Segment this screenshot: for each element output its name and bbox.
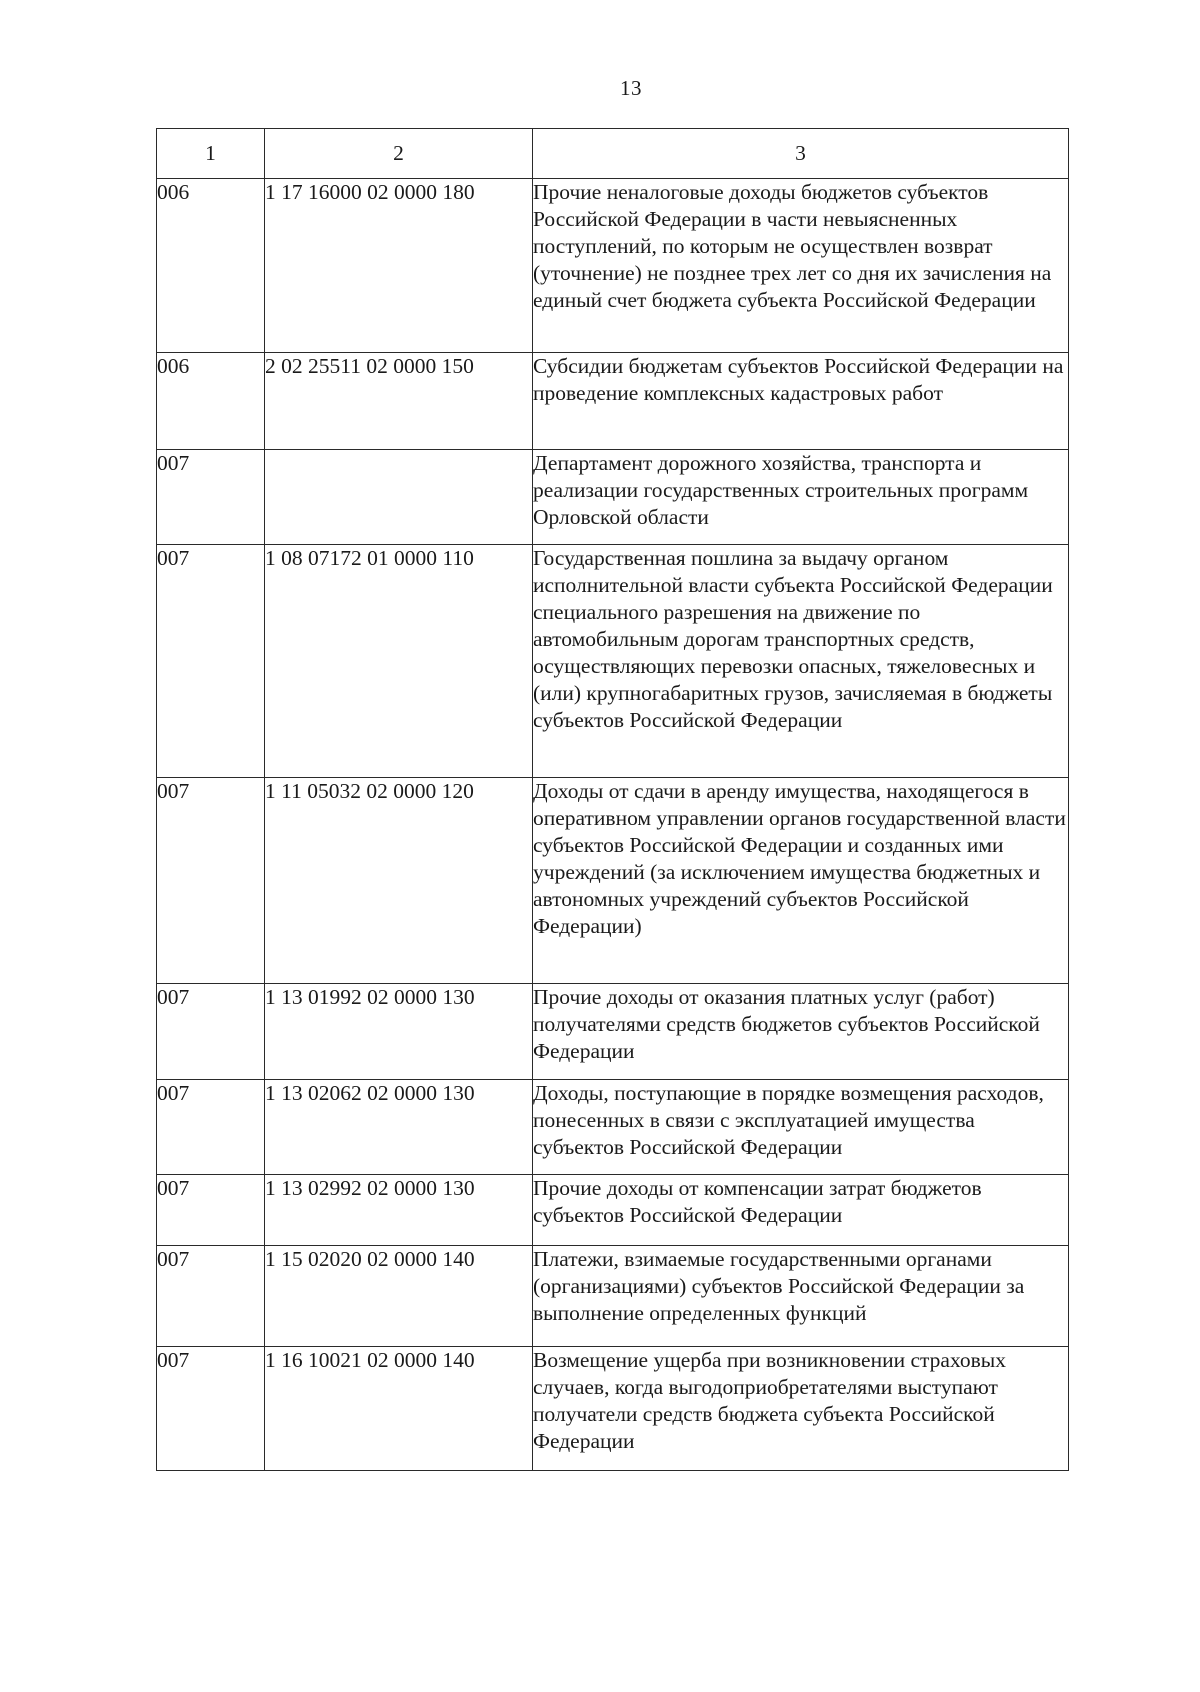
income-code-cell: 1 16 10021 02 0000 140 [265,1347,533,1471]
table-row [157,1246,1069,1347]
admin-code-cell: 007 [157,450,265,545]
table-header-row [157,129,1069,179]
page-number: 13 [620,76,642,100]
income-name-cell: Государственная пошлина за выдачу органом исполнительной власти субъекта Российской Федерации специального разрешения на движение по автомобильным дорогам транспортных средств, осуществляющих перевозки опасных, тяжеловесных и (или) крупногабаритных грузов, зачисляемая в бюджеты субъектов Российской Федерации [533,545,1069,778]
income-name-cell: Прочие доходы от компенсации затрат бюджетов субъектов Российской Федерации [533,1175,1069,1246]
table-row [157,545,1069,778]
income-code-cell: 1 13 01992 02 0000 130 [265,984,533,1080]
table-row [157,1347,1069,1471]
income-name-cell: Платежи, взимаемые государственными органами (организациями) субъектов Российской Федерации за выполнение определенных функций [533,1246,1069,1347]
admin-code-cell: 007 [157,1175,265,1246]
income-code-cell: 1 11 05032 02 0000 120 [265,778,533,984]
admin-code-cell: 007 [157,545,265,778]
admin-code-cell: 007 [157,984,265,1080]
income-name-cell: Возмещение ущерба при возникновении страховых случаев, когда выгодоприобретателями выступают получатели средств бюджета субъекта Российской Федерации [533,1347,1069,1471]
income-name-cell: Субсидии бюджетам субъектов Российской Федерации на проведение комплексных кадастровых работ [533,353,1069,450]
table-row [157,1175,1069,1246]
income-code-cell: 1 08 07172 01 0000 110 [265,545,533,778]
income-code-cell: 1 13 02992 02 0000 130 [265,1175,533,1246]
income-code-cell: 1 17 16000 02 0000 180 [265,179,533,353]
table-row [157,778,1069,984]
admin-code-cell: 007 [157,1347,265,1471]
table-row [157,450,1069,545]
table-row [157,353,1069,450]
column-header-1: 1 [157,129,265,179]
admin-code-cell: 007 [157,1246,265,1347]
column-header-2: 2 [265,129,533,179]
income-code-cell: 2 02 25511 02 0000 150 [265,353,533,450]
income-name-cell: Прочие доходы от оказания платных услуг (работ) получателями средств бюджетов субъектов Российской Федерации [533,984,1069,1080]
table-row [157,984,1069,1080]
income-name-cell: Доходы, поступающие в порядке возмещения расходов, понесенных в связи с эксплуатацией имущества субъектов Российской Федерации [533,1080,1069,1175]
income-codes-table [156,128,1069,1471]
income-code-cell: 1 15 02020 02 0000 140 [265,1246,533,1347]
table-row [157,179,1069,353]
admin-code-cell: 007 [157,1080,265,1175]
table-row [157,1080,1069,1175]
income-name-cell: Прочие неналоговые доходы бюджетов субъектов Российской Федерации в части невыясненных поступлений, по которым не осуществлен возврат (уточнение) не позднее трех лет со дня их зачисления на единый счет бюджета субъекта Российской Федерации [533,179,1069,353]
column-header-3: 3 [533,129,1069,179]
income-name-cell: Департамент дорожного хозяйства, транспорта и реализации государственных строительных программ Орловской области [533,450,1069,545]
admin-code-cell: 006 [157,353,265,450]
admin-code-cell: 006 [157,179,265,353]
income-code-cell: 1 13 02062 02 0000 130 [265,1080,533,1175]
income-name-cell: Доходы от сдачи в аренду имущества, находящегося в оперативном управлении органов государственной власти субъектов Российской Федерации и созданных ими учреждений (за исключением имущества бюджетных и автономных учреждений субъектов Российской Федерации) [533,778,1069,984]
income-code-cell [265,450,533,545]
admin-code-cell: 007 [157,778,265,984]
